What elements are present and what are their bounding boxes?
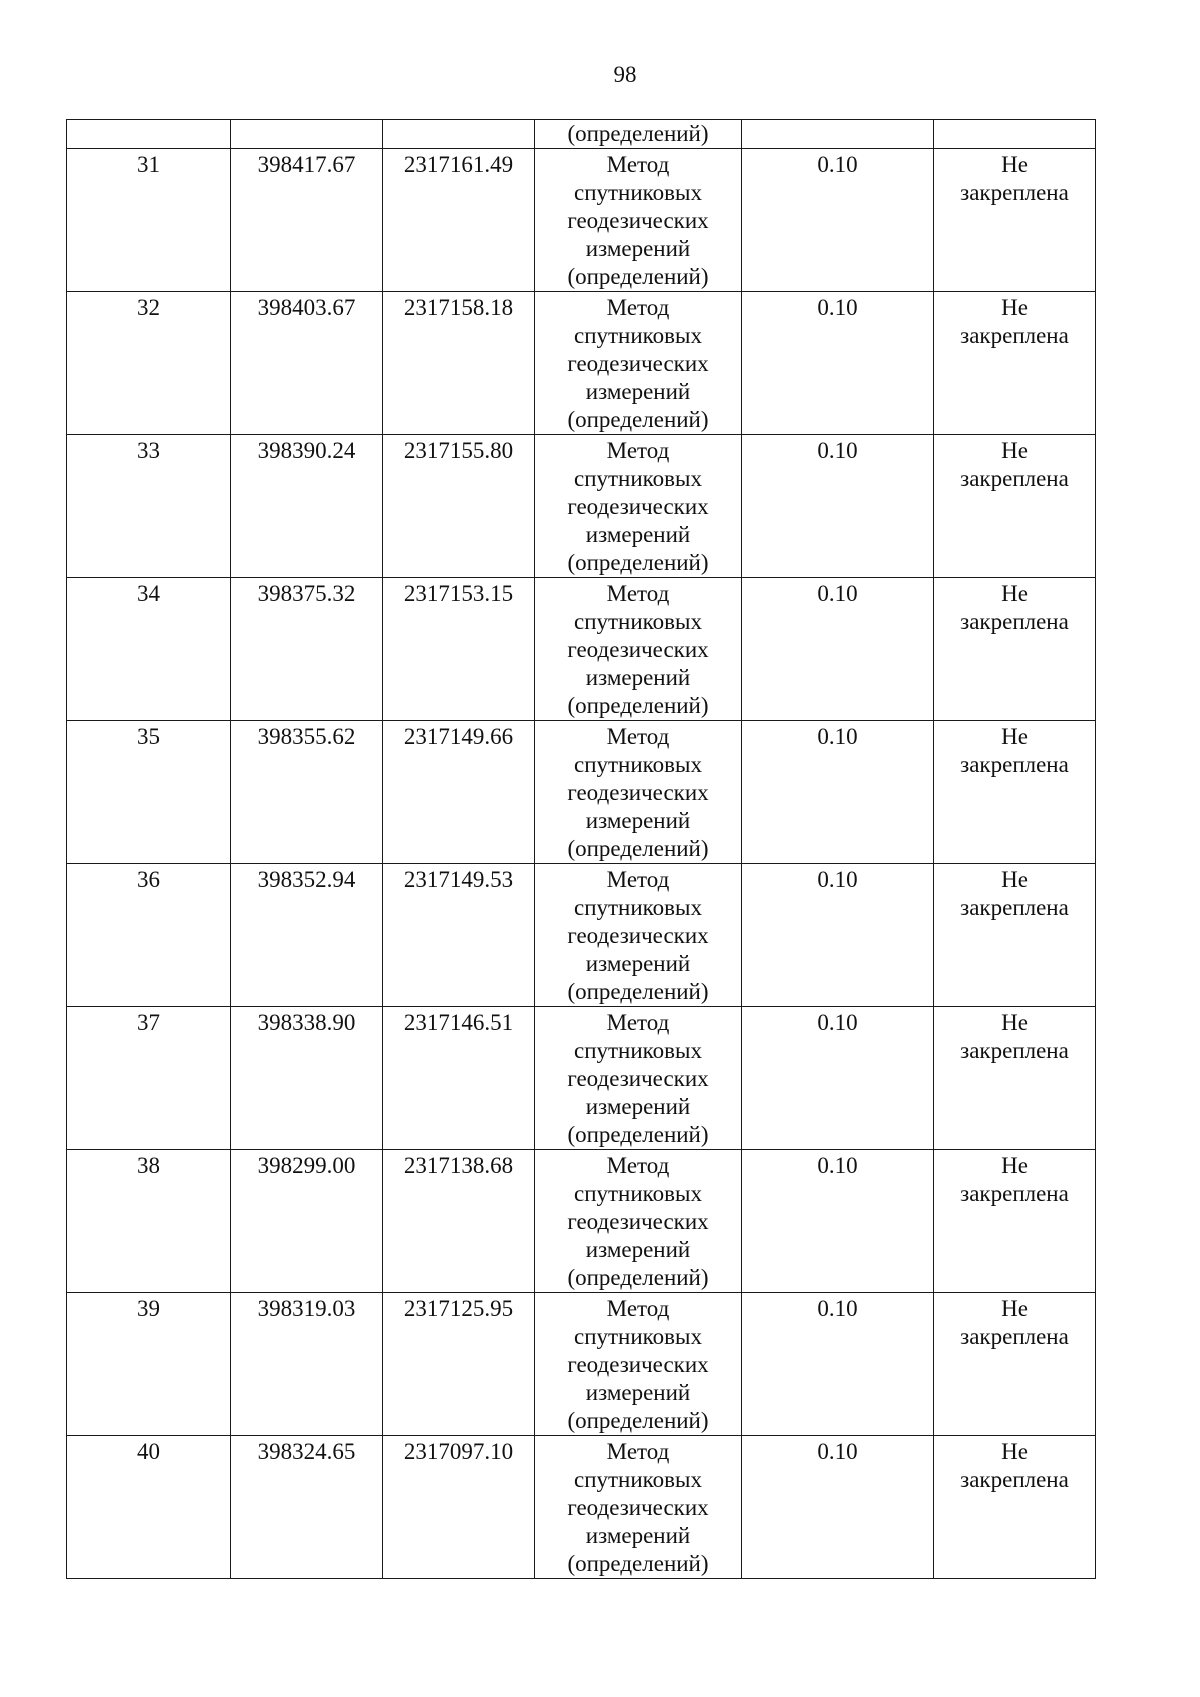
y-coordinate-cell: 2317125.95 [383,1293,535,1436]
method-text-line: спутниковых [573,1181,702,1206]
fixation-cell [934,1007,1096,1150]
fixation-cell [934,721,1096,864]
x-coordinate-cell: 398299.00 [231,1150,383,1293]
point-number-cell: 31 [67,149,231,292]
method-text-line: спутниковых [573,180,702,205]
accuracy-cell: 0.10 [742,149,934,292]
method-text-line: геодезических [567,637,709,662]
method-text-line: геодезических [567,1066,709,1091]
accuracy-cell: 0.10 [742,435,934,578]
method-cell [535,1293,742,1436]
x-coordinate-cell: 398352.94 [231,864,383,1007]
fixation-text-line: Не [1001,581,1028,606]
x-coordinate-cell: 398319.03 [231,1293,383,1436]
method-text-line: (определений) [567,1265,709,1290]
method-cell [535,435,742,578]
method-text-line: (определений) [567,836,709,861]
x-coordinate-cell: 398355.62 [231,721,383,864]
method-text-line: геодезических [567,1495,709,1520]
method-text-line: Метод [606,1439,670,1464]
fixation-cell [934,1293,1096,1436]
fixation-cell [934,1150,1096,1293]
method-text-line: спутниковых [573,1467,702,1492]
method-text-line: измерений [585,1380,691,1405]
y-coordinate-cell: 2317149.53 [383,864,535,1007]
fixation-text-line: закреплена [960,752,1069,777]
fixation-text-line: Не [1001,295,1028,320]
fixation-text-line: Не [1001,438,1028,463]
method-text-line: измерений [585,1237,691,1262]
accuracy-cell: 0.10 [742,864,934,1007]
method-text-line: Метод [606,581,670,606]
method-text-line: измерений [585,808,691,833]
x-coordinate-cell: 398375.32 [231,578,383,721]
method-text-line: (определений) [567,693,709,718]
y-coordinate-cell: 2317149.66 [383,721,535,864]
fixation-cell [934,1436,1096,1579]
table-body [67,120,1096,1579]
fixation-text-line: закреплена [960,1467,1069,1492]
fixation-cell [934,864,1096,1007]
x-coordinate-cell: 398417.67 [231,149,383,292]
method-text-line: спутниковых [573,466,702,491]
method-cell [535,578,742,721]
table-row [67,864,1096,1007]
method-text-line: измерений [585,1094,691,1119]
method-text-line: спутниковых [573,1038,702,1063]
accuracy-cell: 0.10 [742,1436,934,1579]
fixation-text-line: Не [1001,724,1028,749]
method-text-line: Метод [606,438,670,463]
table-row [67,721,1096,864]
point-number-cell: 38 [67,1150,231,1293]
method-text-line: Метод [606,1153,670,1178]
fixation-text-line: закреплена [960,1324,1069,1349]
table-row [67,149,1096,292]
method-text-line: измерений [585,1523,691,1548]
fixation-cell [934,435,1096,578]
method-text-line: геодезических [567,351,709,376]
method-text-line: Метод [606,152,670,177]
point-number-cell: 37 [67,1007,231,1150]
continuation-cell-fixation [934,120,1096,149]
method-text-line: спутниковых [573,609,702,634]
method-text-line: измерений [585,665,691,690]
fixation-cell [934,578,1096,721]
y-coordinate-cell: 2317158.18 [383,292,535,435]
method-text-line: геодезических [567,923,709,948]
y-coordinate-cell: 2317097.10 [383,1436,535,1579]
fixation-text-line: Не [1001,1439,1028,1464]
method-text-line: (определений) [567,1408,709,1433]
method-text-line: измерений [585,379,691,404]
method-text-line: геодезических [567,1209,709,1234]
method-text-line: спутниковых [573,1324,702,1349]
point-number-cell: 36 [67,864,231,1007]
fixation-text-line: закреплена [960,180,1069,205]
x-coordinate-cell: 398338.90 [231,1007,383,1150]
fixation-text-line: Не [1001,1296,1028,1321]
method-text-line: измерений [585,951,691,976]
y-coordinate-cell: 2317155.80 [383,435,535,578]
y-coordinate-cell: 2317161.49 [383,149,535,292]
method-text-line: Метод [606,1010,670,1035]
x-coordinate-cell: 398324.65 [231,1436,383,1579]
fixation-cell [934,149,1096,292]
method-text-line: геодезических [567,494,709,519]
fixation-text-line: закреплена [960,323,1069,348]
method-text-line: Метод [606,867,670,892]
method-cell [535,149,742,292]
method-cell [535,292,742,435]
fixation-text-line: Не [1001,152,1028,177]
point-number-cell: 33 [67,435,231,578]
method-cell [535,1150,742,1293]
method-text-line: (определений) [567,264,709,289]
method-text-line: (определений) [567,1551,709,1576]
table-row [67,1007,1096,1150]
table-row [67,578,1096,721]
continuation-cell-y [383,120,535,149]
method-text-line: (определений) [567,1122,709,1147]
table-row [67,292,1096,435]
continuation-row [67,120,1096,149]
method-text-line: спутниковых [573,752,702,777]
accuracy-cell: 0.10 [742,721,934,864]
continuation-method-cell: (определений) [535,120,742,149]
method-text-line: спутниковых [573,895,702,920]
y-coordinate-cell: 2317153.15 [383,578,535,721]
accuracy-cell: 0.10 [742,1007,934,1150]
fixation-text-line: закреплена [960,1038,1069,1063]
accuracy-cell: 0.10 [742,1293,934,1436]
point-number-cell: 40 [67,1436,231,1579]
fixation-text-line: закреплена [960,895,1069,920]
continuation-cell-num [67,120,231,149]
continuation-cell-accuracy [742,120,934,149]
fixation-text-line: Не [1001,867,1028,892]
table-row [67,435,1096,578]
method-cell [535,1436,742,1579]
method-text-line: геодезических [567,1352,709,1377]
method-text-line: спутниковых [573,323,702,348]
method-text-line: измерений [585,236,691,261]
coordinates-table [66,119,1096,1579]
method-text-line: (определений) [567,407,709,432]
method-text-line: Метод [606,1296,670,1321]
page-number: 98 [613,62,637,87]
method-cell [535,721,742,864]
accuracy-cell: 0.10 [742,578,934,721]
fixation-text-line: закреплена [960,609,1069,634]
method-text-line: геодезических [567,208,709,233]
x-coordinate-cell: 398403.67 [231,292,383,435]
point-number-cell: 34 [67,578,231,721]
point-number-cell: 39 [67,1293,231,1436]
method-cell [535,864,742,1007]
table-row [67,1436,1096,1579]
accuracy-cell: 0.10 [742,292,934,435]
method-text-line: Метод [606,295,670,320]
point-number-cell: 35 [67,721,231,864]
accuracy-cell: 0.10 [742,1150,934,1293]
method-text-line: (определений) [567,979,709,1004]
table-row [67,1293,1096,1436]
y-coordinate-cell: 2317138.68 [383,1150,535,1293]
continuation-cell-x [231,120,383,149]
point-number-cell: 32 [67,292,231,435]
method-text-line: геодезических [567,780,709,805]
fixation-text-line: закреплена [960,1181,1069,1206]
method-text-line: измерений [585,522,691,547]
fixation-cell [934,292,1096,435]
fixation-text-line: Не [1001,1010,1028,1035]
method-cell [535,1007,742,1150]
y-coordinate-cell: 2317146.51 [383,1007,535,1150]
method-text-line: Метод [606,724,670,749]
method-text-line: (определений) [567,550,709,575]
x-coordinate-cell: 398390.24 [231,435,383,578]
fixation-text-line: закреплена [960,466,1069,491]
table-row [67,1150,1096,1293]
fixation-text-line: Не [1001,1153,1028,1178]
